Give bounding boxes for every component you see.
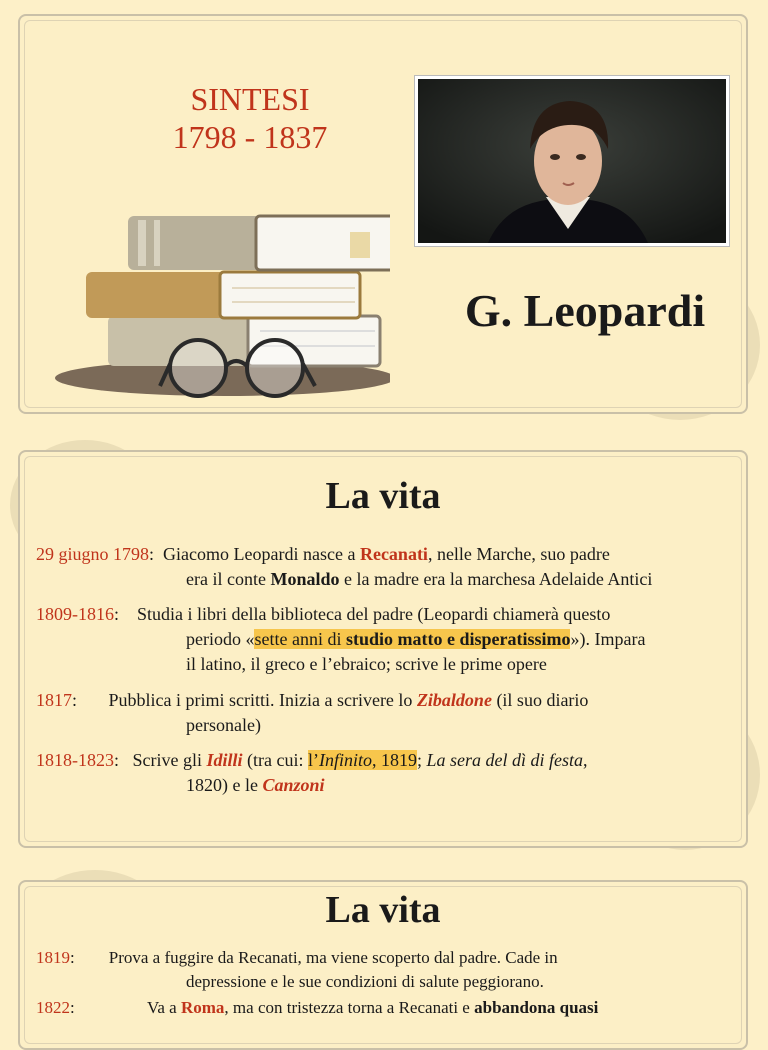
- entry-text: (il suo diario: [491, 690, 589, 710]
- timeline-entry: 1818-1823: Scrive gli Idilli (tra cui: l’Infinito, 1819; La sera del dì di festa, 1820) e le Canzoni: [36, 750, 588, 795]
- entry-date: 29 giugno 1798: [36, 544, 150, 564]
- life-years: 1798 - 1837: [172, 119, 328, 155]
- entry-date: 1822: [36, 998, 70, 1017]
- father-name: Monaldo: [270, 569, 340, 589]
- entry-text: »). Impara: [570, 629, 646, 649]
- entry-text: Prova a fuggire da Recanati, ma viene scoperto dal padre. Cade in: [108, 948, 558, 967]
- place-name: Recanati: [359, 544, 428, 564]
- entry-text: 1820) e le: [186, 775, 263, 795]
- quote-part: sette anni di: [254, 629, 346, 649]
- highlighted-quote: [254, 629, 570, 649]
- title-card: [18, 14, 748, 414]
- place-name: Roma: [180, 998, 225, 1017]
- work-title: Canzoni: [262, 775, 325, 795]
- timeline-entry: 1809-1816: Studia i libri della biblioteca del padre (Leopardi chiamerà questo periodo «sette anni di studio matto e disperatissimo»). Impara il latino, il greco e l’ebraico; scrive le prime opere: [36, 604, 646, 674]
- entry-text: (tra cui:: [242, 750, 309, 770]
- author-name: G. Leopardi: [464, 285, 706, 336]
- entry-text: e la madre era la marchesa Adelaide Antici: [339, 569, 653, 589]
- timeline-entry: 29 giugno 1798: Giacomo Leopardi nasce a Recanati, nelle Marche, suo padre era il conte Monaldo e la madre era la marchesa Adelaide Antici: [36, 544, 653, 589]
- entry-text: Studia i libri della biblioteca del padre (Leopardi chiamerà questo: [137, 604, 611, 624]
- leopardi-portrait: [415, 76, 729, 246]
- entry-text: Scrive gli: [132, 750, 207, 770]
- highlight-part: l’: [308, 750, 320, 770]
- entry-text: , nelle Marche, suo padre: [427, 544, 610, 564]
- timeline-entry: 1822: Va a Roma, ma con tristezza torna a Recanati e abbandona quasi: [36, 998, 599, 1017]
- work-title: Idilli: [206, 750, 243, 770]
- entry-bold: abbandona quasi: [474, 998, 599, 1017]
- timeline-card-2: [18, 880, 748, 1050]
- books-glasses-illustration: [50, 196, 390, 401]
- work-title: Infinito: [319, 750, 373, 770]
- entry-date: 1817: [36, 690, 72, 710]
- entry-date: 1809-1816: [36, 604, 114, 624]
- section-title: La vita: [325, 475, 441, 517]
- section-title: La vita: [325, 889, 441, 931]
- entry-text: , ma con tristezza torna a Recanati e: [224, 998, 475, 1017]
- timeline-entry: 1819: Prova a fuggire da Recanati, ma viene scoperto dal padre. Cade in depressione e le sue condizioni di salute peggiorano.: [36, 948, 558, 991]
- entry-text: Va a: [146, 998, 181, 1017]
- entry-text: depressione e le sue condizioni di salute peggiorano.: [186, 972, 544, 991]
- sintesi-heading: [120, 80, 380, 156]
- timeline-entry: 1817: Pubblica i primi scritti. Inizia a scrivere lo Zibaldone (il suo diario personale): [36, 690, 589, 735]
- entry-text: periodo «: [186, 629, 255, 649]
- entry-text: il latino, il greco e l’ebraico; scrive le prime opere: [186, 654, 547, 674]
- entry-text: ,: [583, 750, 588, 770]
- entry-date: 1819: [36, 948, 70, 967]
- entry-text: ;: [417, 750, 427, 770]
- entry-text: Giacomo Leopardi nasce a: [163, 544, 360, 564]
- highlight-part: , 1819: [372, 750, 418, 770]
- entry-text: personale): [186, 715, 261, 735]
- work-title: Zibaldone: [416, 690, 492, 710]
- entry-text: Pubblica i primi scritti. Inizia a scrivere lo: [108, 690, 417, 710]
- work-title: La sera del dì di festa: [426, 750, 584, 770]
- highlighted-work: [308, 750, 417, 770]
- quote-bold: studio matto e disperatissimo: [345, 629, 571, 649]
- entry-date: 1818-1823: [36, 750, 114, 770]
- sintesi-label: SINTESI: [190, 81, 310, 117]
- timeline-card-1: [18, 450, 748, 848]
- entry-text: era il conte: [186, 569, 271, 589]
